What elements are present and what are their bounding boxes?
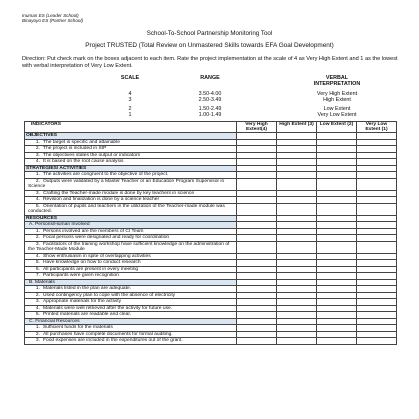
indicator-number: 4.: [35, 197, 40, 202]
indicator-number: 2.: [35, 178, 40, 184]
scale-value: 4: [128, 90, 132, 97]
indicator-text: Printed materials are readable and clear.: [43, 312, 132, 317]
indicator-number: 6.: [35, 266, 40, 272]
interp-value: Very Low Extent: [317, 112, 357, 119]
direction-text: Direction: Put check mark on the boxes adjacent to each item. Rate the project implementation at the scale of 4 as Very High Extent and 1 as the lowest with verbal interpretation of Very Low Extent.: [22, 56, 398, 69]
indicator-text: Used contingency plan to cope with the absence of electricity: [43, 292, 176, 298]
indicator-text: Materials were well retrieved after the activity for future use.: [43, 305, 173, 311]
lead-school-label: Inuman ES (Leader School): [22, 13, 79, 18]
indicator-text: The objectives states the output or indicators: [43, 152, 141, 158]
interp-header-line2: INTERPRETATION: [313, 81, 361, 88]
indicator-text: The target is specific and attainable: [43, 139, 120, 145]
interp-value: Very High Extent: [316, 90, 358, 97]
very-high-extent-checkbox[interactable]: [237, 241, 277, 253]
low-extent-checkbox[interactable]: [317, 203, 357, 215]
indicators-table: [24, 121, 397, 345]
project-title: Project TRUSTED (Total Review on Unmastered Skills towards EFA Goal Development): [85, 42, 334, 49]
indicator-text: Outputs were validated by a Master Teacher or an Education Program Supervisor in Science: [28, 178, 225, 189]
indicator-number: 2.: [35, 292, 40, 298]
indicator-cell: [25, 241, 237, 253]
very-low-extent-checkbox[interactable]: [357, 203, 397, 215]
interp-value: Low Extent: [323, 106, 351, 113]
very-low-extent-checkbox[interactable]: [357, 178, 397, 190]
indicator-text: Orientation of pupils and teachers in the utilization of the Teacher-made module was conducted.: [28, 203, 225, 214]
indicator-cell: [25, 178, 237, 190]
indicator-number: 3.: [35, 152, 40, 158]
indicator-text: Sufficient funds for the materials: [43, 325, 113, 330]
indicator-number: 4.: [35, 159, 40, 164]
indicator-text: Focal persons were designated and ready for coordination: [43, 235, 170, 240]
indicator-number: 1.: [35, 139, 40, 145]
subsection-label: C. Financial Resources: [25, 318, 237, 325]
interp-header-line1: VERBAL: [325, 75, 349, 81]
indicator-text: All participants are present in every meeting: [43, 266, 139, 272]
scale-value: 3: [128, 96, 132, 103]
scale-value: 1: [128, 112, 132, 119]
indicator-number: 4.: [35, 305, 40, 311]
high-extent-checkbox[interactable]: [277, 338, 317, 345]
section-label: STRATEGIES/ ACTIVITIES: [25, 165, 237, 172]
indicator-number: 5.: [35, 312, 40, 317]
indicator-number: 1.: [35, 325, 40, 330]
subsection-label: A. Persons/Human Involved: [25, 222, 237, 229]
high-extent-header: High Extent (3): [277, 122, 317, 133]
low-extent-header: Low Extent (2): [317, 122, 357, 133]
indicator-row: [25, 241, 397, 253]
indicator-text: All purchases have complete documents for formal auditing.: [43, 331, 173, 337]
partner-school-label: Binayoyo ES (Partner School): [22, 18, 84, 23]
indicator-text: The activities are congruent to the objective of the project.: [43, 172, 169, 177]
indicator-number: 3.: [35, 241, 40, 247]
high-extent-checkbox[interactable]: [277, 203, 317, 215]
high-extent-checkbox[interactable]: [277, 178, 317, 190]
indicator-number: 2.: [35, 146, 40, 151]
range-value: 2.50-3.49: [198, 96, 222, 103]
section-label: RESOURCES: [25, 215, 237, 222]
low-extent-checkbox[interactable]: [317, 338, 357, 345]
indicator-text: Participants were given recognition: [43, 273, 119, 278]
indicators-header: INDICATORS: [25, 122, 237, 133]
table-header-row: [25, 122, 397, 133]
range-column: [190, 75, 230, 119]
very-low-extent-checkbox[interactable]: [357, 338, 397, 345]
interpretation-column: [292, 75, 382, 119]
indicator-text: Materials listed in the plan are adequate.: [43, 286, 132, 291]
indicator-text: Facilitators of the training workshop have sufficient knowledge on the administration of the Teacher-Made Module: [28, 241, 230, 252]
indicator-number: 3.: [35, 299, 40, 304]
scale-column: [118, 75, 142, 119]
indicator-number: 5.: [35, 203, 40, 209]
low-extent-checkbox[interactable]: [317, 241, 357, 253]
indicator-number: 1.: [35, 228, 40, 234]
subsection-label: B. Materials: [25, 279, 237, 286]
scale-value: 2: [128, 106, 132, 113]
interp-value: High Extent: [323, 96, 351, 103]
very-high-extent-checkbox[interactable]: [237, 203, 277, 215]
very-low-extent-header: Very Low Extent (1): [357, 122, 397, 133]
indicator-text: Food expenses are included in the expenditures out of the grant.: [43, 338, 183, 343]
indicator-number: 2.: [35, 331, 40, 337]
indicator-text: It is based on the root cause analysis: [43, 159, 124, 164]
indicator-number: 3.: [35, 338, 40, 343]
range-header: RANGE: [200, 75, 220, 81]
range-value: 1.50-2.49: [198, 106, 222, 113]
indicator-number: 2.: [35, 235, 40, 240]
indicator-number: 4.: [35, 253, 40, 259]
indicator-number: 3.: [35, 190, 40, 196]
indicator-row: [25, 338, 397, 345]
indicator-text: Have knowledge on how to conduct research: [43, 260, 141, 265]
high-extent-checkbox[interactable]: [277, 241, 317, 253]
very-high-extent-checkbox[interactable]: [237, 338, 277, 345]
indicator-cell: [25, 338, 237, 345]
indicator-row: [25, 203, 397, 215]
range-value: 3.50-4.00: [198, 90, 222, 97]
document-title: School-To-School Partnership Monitoring Tool: [146, 30, 273, 37]
low-extent-checkbox[interactable]: [317, 178, 357, 190]
indicator-number: 5.: [35, 260, 40, 265]
indicator-number: 1.: [35, 172, 40, 177]
indicator-text: Revision and finalization is done by a science teacher: [43, 197, 160, 202]
very-low-extent-checkbox[interactable]: [357, 241, 397, 253]
range-value: 1.00-1.49: [198, 112, 222, 119]
indicator-row: [25, 178, 397, 190]
indicator-text: Crafting the Teacher-made module is done by key teachers in science: [43, 190, 195, 196]
very-high-extent-checkbox[interactable]: [237, 178, 277, 190]
table-body: [25, 133, 397, 345]
indicator-number: 1.: [35, 286, 40, 291]
indicator-cell: [25, 203, 237, 215]
very-high-extent-header: Very High Extent(4): [237, 122, 277, 133]
scale-header: SCALE: [120, 75, 140, 81]
section-label: OBJECTIVES: [25, 133, 237, 140]
indicator-text: Appropriate materials for the activity: [43, 299, 122, 304]
indicator-number: 7.: [35, 273, 40, 278]
indicator-text: The project is included in SIP: [43, 146, 107, 151]
indicator-text: Persons involved are the members of CI Team: [43, 228, 144, 234]
indicator-text: Show enthusiasm in spite of overlapping activities: [43, 253, 151, 259]
